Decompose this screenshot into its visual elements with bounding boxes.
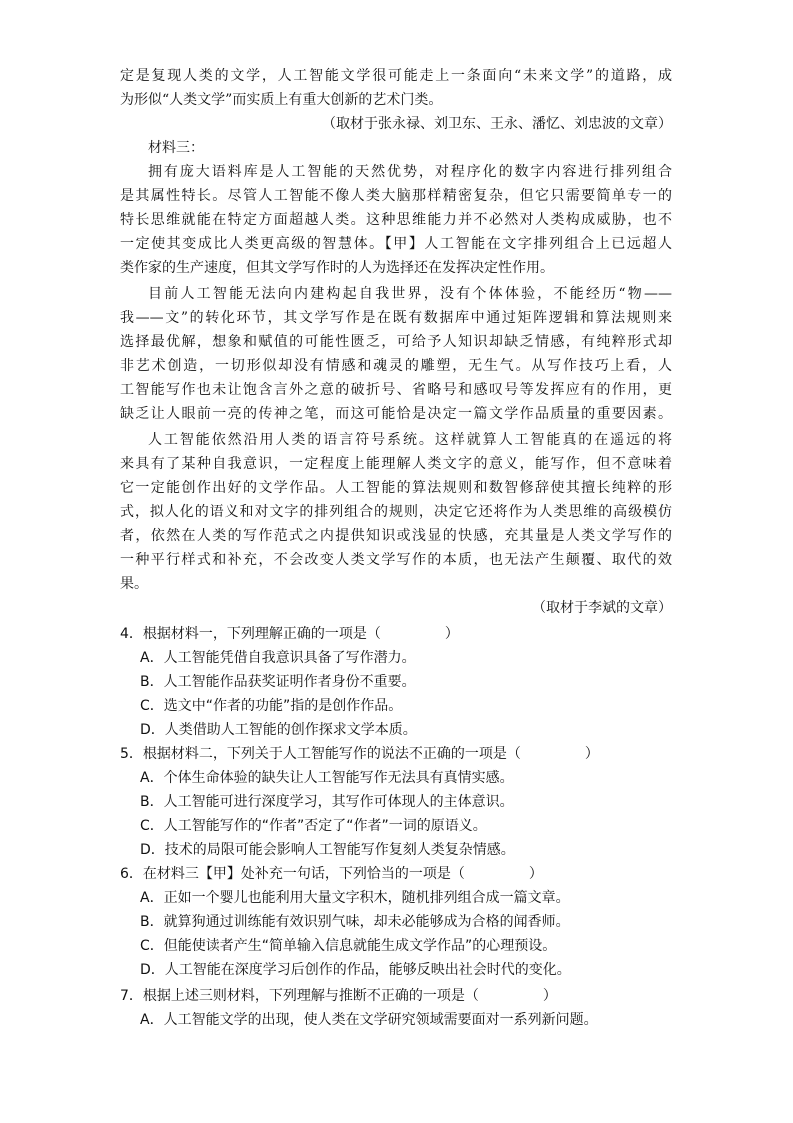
question-5-option-b: B．人工智能可进行深度学习，其写作可体现人的主体意识。 — [140, 794, 514, 810]
question-6-text: 6．在材料三【甲】处补充一句话，下列恰当的一项是（ — [120, 866, 465, 882]
question-5-close: ） — [584, 746, 599, 762]
question-5-option-a: A．个体生命体验的缺失让人工智能写作无法具有真情实感。 — [140, 770, 514, 786]
question-6-close: ） — [528, 866, 543, 882]
question-4-stem — [120, 622, 680, 646]
m3-p1-line-4: 一定使其变成比人类更高级的智慧体。【甲】人工智能在文字排列组合上已远超人 — [120, 236, 672, 252]
material2-line-1: 定是复现人类的文学，人工智能文学很可能走上一条面向“未来文学”的道路，成 — [120, 68, 672, 84]
question-7-stem — [120, 984, 680, 1008]
question-5-option-c: C．人工智能写作的“作者”否定了“作者”一词的原语义。 — [140, 818, 487, 834]
m3-p3-line-7: 果。 — [120, 576, 148, 592]
material2-source: （取材于张永禄、刘卫东、王永、潘忆、刘忠波的文章） — [322, 116, 672, 132]
question-6-option-c: C．但能使读者产生“简单输入信息就能生成文学作品”的心理预设。 — [140, 938, 557, 954]
m3-p2-line-1: 目前人工智能无法向内建构起自我世界，没有个体体验，不能经历“物—— — [148, 286, 672, 302]
question-4-text: 4．根据材料一，下列理解正确的一项是（ — [120, 626, 381, 642]
m3-p3-line-2: 来具有了某种自我意识，一定程度上能理解人类文字的意义，能写作，但不意味着 — [120, 456, 672, 472]
m3-p1-line-2: 是其属性特长。尽管人工智能不像人类大脑那样精密复杂，但它只需要简单专一的 — [120, 188, 672, 204]
question-7-close: ） — [542, 988, 557, 1004]
question-6-option-a: A．正如一个婴儿也能利用大量文字积木，随机排列组合成一篇文章。 — [140, 890, 570, 906]
material2-line-2: 为形似“人类文学”而实质上有重大创新的艺术门类。 — [120, 92, 443, 108]
m3-p3-line-5: 者，依然在人类的写作范式之内提供知识或浅显的快感，充其量是人类文学写作的 — [120, 528, 672, 544]
question-4-option-b: B．人工智能作品获奖证明作者身份不重要。 — [140, 674, 416, 690]
material3-heading: 材料三： — [148, 140, 204, 156]
question-7-text: 7．根据上述三则材料，下列理解与推断不正确的一项是（ — [120, 988, 479, 1004]
question-4-option-a: A．人工智能凭借自我意识具备了写作潜力。 — [140, 650, 416, 666]
m3-p2-line-4: 非艺术创造，一切形似却没有情感和魂灵的雕塑，无生气。从写作技巧上看，人 — [120, 358, 672, 374]
m3-p3-line-1: 人工智能依然沿用人类的语言符号系统。这样就算人工智能真的在遥远的将 — [148, 432, 672, 448]
m3-p2-line-5: 工智能写作也未让饱含言外之意的破折号、省略号和感叹号等发挥应有的作用，更 — [120, 382, 672, 398]
m3-p1-line-1: 拥有庞大语料库是人工智能的天然优势，对程序化的数字内容进行排列组合 — [148, 164, 672, 180]
m3-p1-line-5: 类作家的生产速度，但其文学写作时的人为选择还在发挥决定性作用。 — [120, 260, 554, 276]
question-5-stem — [120, 742, 680, 766]
question-5-text: 5．根据材料二，下列关于人工智能写作的说法不正确的一项是（ — [120, 746, 521, 762]
m3-p1-line-3: 特长思维就能在特定方面超越人类。这种思维能力并不必然对人类构成威胁，也不 — [120, 212, 672, 228]
m3-p2-line-2: 我——文”的转化环节，其文学写作是在既有数据库中通过矩阵逻辑和算法规则来 — [120, 310, 672, 326]
m3-p3-line-6: 一种平行样式和补充，不会改变人类文学写作的本质，也无法产生颠覆、取代的效 — [120, 552, 672, 568]
material3-source: （取材于李斌的文章） — [532, 600, 672, 616]
question-7-option-a: A．人工智能文学的出现，使人类在文学研究领域需要面对一系列新问题。 — [140, 1012, 598, 1028]
question-5-option-d: D．技术的局限可能会影响人工智能写作复刻人类复杂情感。 — [140, 842, 515, 858]
question-6-option-b: B．就算狗通过训练能有效识别气味，却未必能够成为合格的闻香师。 — [140, 914, 570, 930]
question-6-stem — [120, 862, 680, 886]
m3-p2-line-3: 选择最优解，想象和赋值的可能性匮乏，可给予人知识却缺乏情感，有纯粹形式却 — [120, 334, 672, 350]
question-4-option-d: D．人类借助人工智能的创作探求文学本质。 — [140, 722, 417, 738]
question-4-option-c: C．选文中“作者的功能”指的是创作作品。 — [140, 698, 403, 714]
m3-p3-line-4: 式，拟人化的语义和对文字的排列组合的规则，决定它还将作为人类思维的高级模仿 — [120, 504, 672, 520]
question-4-close: ） — [444, 626, 459, 642]
m3-p2-line-6: 缺乏让人眼前一亮的传神之笔，而这可能恰是决定一篇文学作品质量的重要因素。 — [120, 406, 672, 422]
question-6-option-d: D．人工智能在深度学习后创作的作品，能够反映出社会时代的变化。 — [140, 962, 571, 978]
m3-p3-line-3: 它一定能创作出好的文学作品。人工智能的算法规则和数智修辞使其擅长纯粹的形 — [120, 480, 672, 496]
